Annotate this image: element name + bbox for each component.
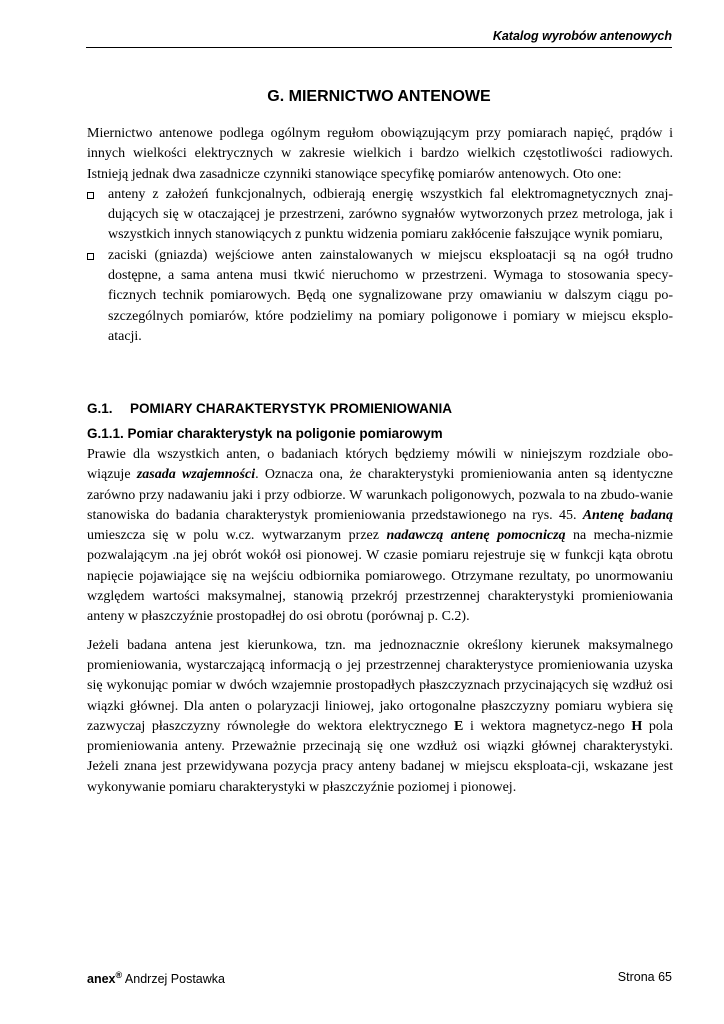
section-number: G.1. xyxy=(87,401,113,416)
page-number: Strona 65 xyxy=(617,970,672,984)
emphasis-term: Antenę badaną xyxy=(582,507,673,523)
text-run: Prawie dla wszystkich anten, o badaniach których będziemy mówili w niniejszym rozdziale obo-wiązuje xyxy=(87,447,673,483)
text-run: . Oznacza ona, że charakterystyki promieniowania anten są identyczne zarówno przy nadawaniu jaki i przy odbiorze. W warunkach poligonowych, pozwala to na zbudo-wanie stanowiska do badania charakterystyk promieniowania przedstawionego na rys. 45. xyxy=(87,467,674,523)
vector-symbol: E xyxy=(454,718,464,734)
square-bullet-icon xyxy=(87,253,94,260)
intro-paragraph: Miernictwo antenowe podlega ogólnym regułom obowiązującym przy pomiarach napięć, prądów i innych wielkości elektrycznych w zakresie wielkich i bardzo wielkich częstotliwości radiowych. Istnieją jednak dwa zasadnicze czynniki stanowiące specyfikę pomiarów antenowych. Oto one: xyxy=(87,126,673,182)
list-item-text: anteny z założeń funkcjonalnych, odbierają energię wszystkich fal elektromagnetycznych znaj-dujących się w otaczającej je przestrzeni, zarówno sygnałów wytworzonych przez metrologa, jak i wszystkich innych stanowiących z punktu widzenia pomiaru zakłócenie fałszujące wynik pomiaru, xyxy=(108,186,673,243)
text-run: i wektora magnetycz-nego xyxy=(463,718,632,734)
text-run: Jeżeli badana antena jest kierunkowa, tzn. ma jednoznacznie określony kierunek maksymalnego promieniowania, wystarczającą informacją o jej przestrzennej charakterystyce promieniowania uzyska się wykonując pomiar w dwóch wzajemnie prostopadłych płaszczyznach przycinających się wzdłuż osi wiązki głównej. Dla anten o polaryzacji liniowej, jako ortogonalne płaszczyzny pomiaru wybiera się zazwyczaj płaszczyzny równoległe do wektora elektrycznego xyxy=(87,637,673,734)
square-bullet-icon xyxy=(87,192,94,199)
author-name: Andrzej Postawka xyxy=(122,972,225,987)
section-title: POMIARY CHARAKTERYSTYK PROMIENIOWANIA xyxy=(130,401,453,416)
list-item-text: zaciski (gniazda) wejściowe anten zainstalowanych w miejscu eksploatacji są na ogół trudno dostępne, a sama antena musi tkwić nieruchomo w przestrzeni. Wymaga to stosowania specy-ficznych technik pomiarowych. Będą one sygnalizowane przy omawianiu w dalszym ciągu po-szczególnych pomiarów, które podzielimy na pomiary poligonowe i pomiary w miejscu eksplo-atacji. xyxy=(108,247,673,344)
text-run: umieszcza się w polu w.cz. wytwarzanym przez xyxy=(87,528,387,544)
chapter-title: G. MIERNICTWO ANTENOWE xyxy=(267,88,491,105)
section-paragraph-1 xyxy=(87,445,673,628)
list-item xyxy=(87,246,673,347)
running-header: Katalog wyrobów antenowych xyxy=(492,29,672,43)
text-run: na mecha-nizmie pozwalającym .na jej obrót wokół osi pionowej. W czasie pomiaru rejestruje się w funkcji kąta obrotu napięcie pojawiające się na wejściu odbiornika pomiarowego. Otrzymane rezultaty, po unormowaniu względem wartości maksymalnej, stanowią przekrój przestrzennej charakterystyki promieniowania anteny w płaszczyźnie prostopadłej do osi obrotu (porównaj p. C.2). xyxy=(87,528,673,625)
registered-mark: ® xyxy=(115,970,123,980)
section-body xyxy=(87,445,673,798)
emphasis-term: nadawczą antenę pomocniczą xyxy=(386,528,566,544)
bullet-list xyxy=(87,185,673,347)
emphasis-term: zasada wzajemności xyxy=(136,467,256,483)
subsection-heading: G.1.1. Pomiar charakterystyk na poligonie pomiarowym xyxy=(87,426,443,441)
text-run: pola promieniowania anteny. Przeważnie przecinają się one wzdłuż osi wiązki głównej charakterystyki. Jeżeli znana jest przewidywana pozycja pracy anteny badanej w miejscu eksploata-cji, wskazane jest wykonywanie pomiaru charakterystyki w płaszczyźnie poziomej i pionowej. xyxy=(87,718,673,795)
vector-symbol: H xyxy=(631,718,643,734)
header-rule xyxy=(86,47,672,48)
section-heading xyxy=(87,401,452,416)
intro-block xyxy=(87,124,673,347)
footer-author xyxy=(87,970,225,986)
brand-name: anex xyxy=(87,972,116,987)
list-item xyxy=(87,185,673,246)
section-paragraph-2 xyxy=(87,636,673,798)
